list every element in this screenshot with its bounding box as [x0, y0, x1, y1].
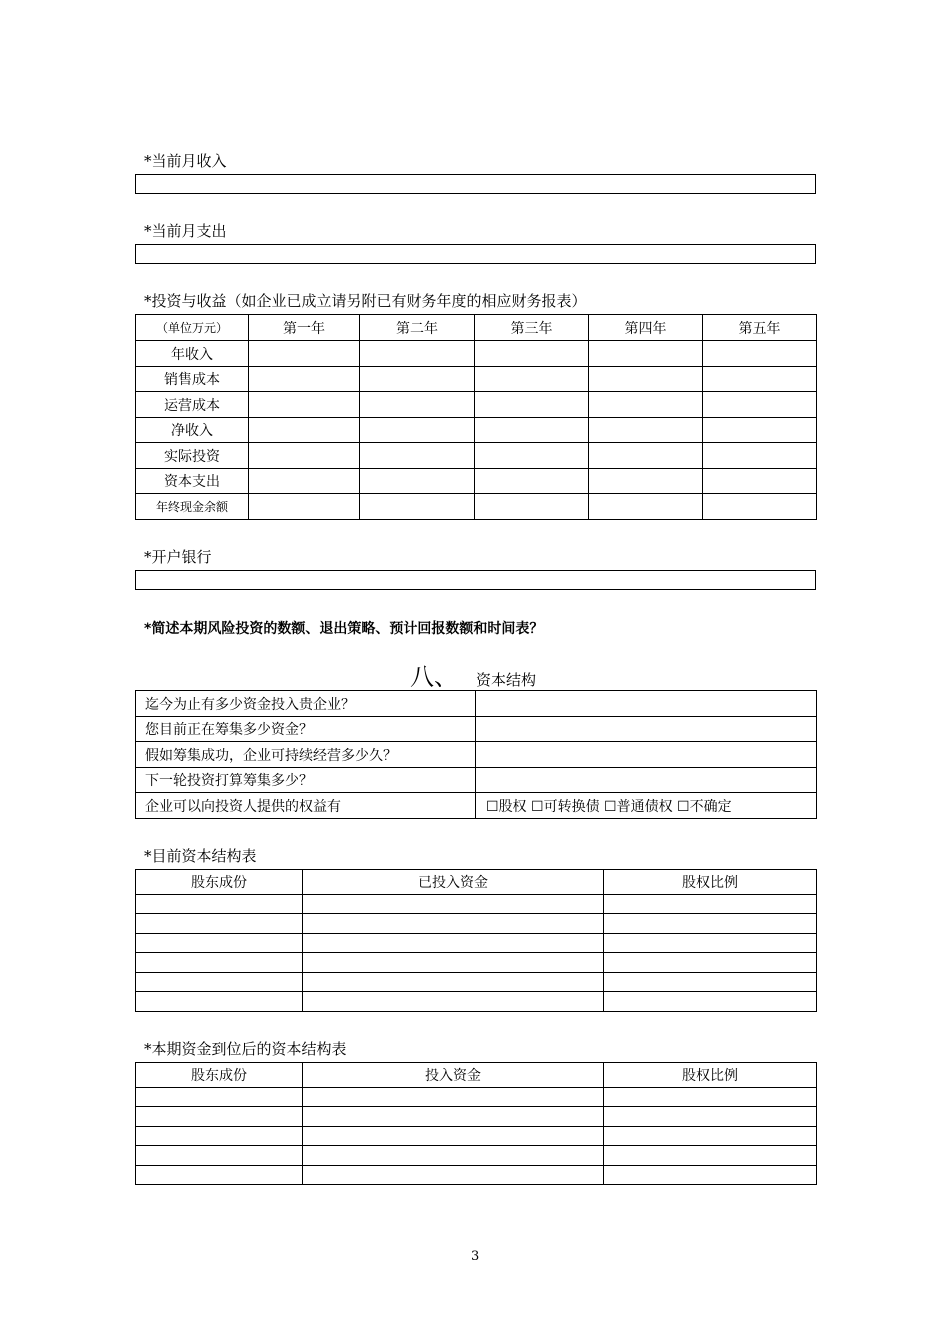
- question-cell: 假如筹集成功，企业可持续经营多少久？: [136, 742, 476, 768]
- risk-question: *简述本期风险投资的数额、退出策略、预计回报数额和时间表？: [144, 621, 544, 637]
- monthly-income-label: *当前月收入: [144, 152, 227, 170]
- row-label: 实际投资: [136, 443, 249, 469]
- table-cell[interactable]: [249, 469, 360, 494]
- question-cell: 企业可以向投资人提供的权益有: [136, 793, 476, 819]
- answer-cell[interactable]: [476, 768, 817, 793]
- column-header: 股东成份: [136, 870, 303, 895]
- equity-option-checkbox[interactable]: ☐可转换债: [531, 798, 600, 815]
- equity-option-checkbox[interactable]: ☐不确定: [677, 798, 732, 815]
- table-cell[interactable]: [589, 341, 703, 367]
- monthly-income-field[interactable]: [135, 174, 816, 194]
- future-cap-table: [135, 1062, 817, 1185]
- current-cap-label: *目前资本结构表: [144, 847, 257, 865]
- equity-option-checkbox[interactable]: ☐普通债权: [604, 798, 673, 815]
- section-number: 八、: [410, 663, 458, 691]
- column-header: 已投入资金: [303, 870, 604, 895]
- table-cell[interactable]: [475, 418, 589, 443]
- table-cell[interactable]: [703, 469, 817, 494]
- column-header: 投入资金: [303, 1063, 604, 1088]
- section-title: 资本结构: [476, 671, 537, 689]
- column-header: 股东成份: [136, 1063, 303, 1088]
- table-row: [136, 494, 817, 520]
- table-cell[interactable]: [604, 1127, 817, 1146]
- table-row: [136, 1146, 817, 1166]
- table-cell[interactable]: [703, 392, 817, 418]
- table-cell[interactable]: [475, 469, 589, 494]
- table-cell[interactable]: [589, 367, 703, 392]
- table-row: [136, 768, 817, 793]
- table-cell[interactable]: [703, 341, 817, 367]
- table-cell[interactable]: [360, 341, 475, 367]
- table-cell[interactable]: [303, 953, 604, 973]
- table-cell[interactable]: [136, 895, 303, 914]
- table-cell[interactable]: [604, 953, 817, 973]
- column-header: 股权比例: [604, 870, 817, 895]
- answer-cell[interactable]: [476, 742, 817, 768]
- investment-header-row: [136, 315, 817, 341]
- table-cell[interactable]: [249, 418, 360, 443]
- table-row: [136, 793, 817, 819]
- table-cell[interactable]: [136, 914, 303, 934]
- table-row: [136, 953, 817, 973]
- row-label: 年收入: [136, 341, 249, 367]
- answer-cell[interactable]: [476, 717, 817, 742]
- table-cell[interactable]: [136, 1088, 303, 1107]
- table-cell[interactable]: [475, 392, 589, 418]
- table-cell[interactable]: [604, 1146, 817, 1166]
- table-row: [136, 418, 817, 443]
- table-cell[interactable]: [604, 934, 817, 953]
- year-header: 第三年: [475, 315, 589, 341]
- equity-option-label: 股权: [498, 798, 527, 815]
- table-cell[interactable]: [303, 1107, 604, 1127]
- question-cell: 迄今为止有多少资金投入贵企业？: [136, 691, 476, 717]
- table-cell[interactable]: [303, 1127, 604, 1146]
- table-cell[interactable]: [589, 418, 703, 443]
- table-cell[interactable]: [136, 1127, 303, 1146]
- table-cell[interactable]: [303, 973, 604, 992]
- table-cell[interactable]: [360, 392, 475, 418]
- table-cell[interactable]: [703, 367, 817, 392]
- table-row: [136, 895, 817, 914]
- table-row: [136, 367, 817, 392]
- table-cell[interactable]: [360, 469, 475, 494]
- table-cell[interactable]: [475, 367, 589, 392]
- equity-option-checkbox[interactable]: ☐股权: [486, 798, 527, 815]
- table-cell[interactable]: [475, 341, 589, 367]
- table-cell[interactable]: [303, 1088, 604, 1107]
- investment-table: [135, 314, 817, 520]
- table-cell[interactable]: [604, 1166, 817, 1185]
- table-cell[interactable]: [703, 443, 817, 469]
- table-cell[interactable]: [249, 367, 360, 392]
- table-row: [136, 469, 817, 494]
- question-cell: 您目前正在筹集多少资金？: [136, 717, 476, 742]
- table-header-row: [136, 1063, 817, 1088]
- table-cell[interactable]: [475, 494, 589, 520]
- answer-cell[interactable]: [476, 691, 817, 717]
- table-cell[interactable]: [136, 1166, 303, 1185]
- unit-header: （单位万元）: [136, 315, 249, 341]
- table-cell[interactable]: [360, 418, 475, 443]
- table-row: [136, 1166, 817, 1185]
- table-cell[interactable]: [604, 914, 817, 934]
- table-cell[interactable]: [360, 367, 475, 392]
- table-cell[interactable]: [604, 895, 817, 914]
- monthly-expense-field[interactable]: [135, 244, 816, 264]
- table-row: [136, 914, 817, 934]
- table-cell[interactable]: [303, 934, 604, 953]
- table-row: [136, 717, 817, 742]
- current-cap-table: [135, 869, 817, 1012]
- table-cell[interactable]: [604, 1088, 817, 1107]
- table-cell[interactable]: [360, 494, 475, 520]
- year-header: 第五年: [703, 315, 817, 341]
- table-header-row: [136, 870, 817, 895]
- table-cell[interactable]: [589, 392, 703, 418]
- table-row: [136, 1107, 817, 1127]
- table-row: [136, 934, 817, 953]
- table-row: [136, 992, 817, 1012]
- monthly-expense-label: *当前月支出: [144, 222, 227, 240]
- table-cell[interactable]: [604, 1107, 817, 1127]
- bank-label: *开户银行: [144, 548, 212, 566]
- table-row: [136, 443, 817, 469]
- bank-field[interactable]: [135, 570, 816, 590]
- table-cell[interactable]: [303, 895, 604, 914]
- table-cell[interactable]: [136, 953, 303, 973]
- table-row: [136, 691, 817, 717]
- year-header: 第四年: [589, 315, 703, 341]
- table-row: [136, 1088, 817, 1107]
- column-header: 股权比例: [604, 1063, 817, 1088]
- table-cell[interactable]: [136, 934, 303, 953]
- row-label: 销售成本: [136, 367, 249, 392]
- table-cell[interactable]: [604, 992, 817, 1012]
- table-cell[interactable]: [136, 1107, 303, 1127]
- table-cell[interactable]: [249, 392, 360, 418]
- question-cell: 下一轮投资打算筹集多少？: [136, 768, 476, 793]
- table-cell[interactable]: [703, 494, 817, 520]
- row-label: 净收入: [136, 418, 249, 443]
- table-cell[interactable]: [475, 443, 589, 469]
- table-cell[interactable]: [249, 443, 360, 469]
- table-cell[interactable]: [136, 1146, 303, 1166]
- table-row: [136, 973, 817, 992]
- row-label: 运营成本: [136, 392, 249, 418]
- page-number: 3: [471, 1249, 480, 1264]
- investment-label: *投资与收益（如企业已成立请另附已有财务年度的相应财务报表）: [144, 292, 587, 310]
- table-row: [136, 742, 817, 768]
- equity-option-label: 不确定: [689, 798, 732, 815]
- table-row: [136, 341, 817, 367]
- row-label: 年终现金余额: [136, 494, 249, 520]
- table-cell[interactable]: [703, 418, 817, 443]
- table-row: [136, 392, 817, 418]
- table-cell[interactable]: [303, 1146, 604, 1166]
- table-cell[interactable]: [136, 992, 303, 1012]
- table-cell[interactable]: [589, 469, 703, 494]
- year-header: 第二年: [360, 315, 475, 341]
- table-row: [136, 1127, 817, 1146]
- capital-structure-table: [135, 690, 817, 819]
- table-cell[interactable]: [249, 341, 360, 367]
- table-cell[interactable]: [249, 494, 360, 520]
- table-cell[interactable]: [303, 992, 604, 1012]
- table-cell[interactable]: [136, 973, 303, 992]
- row-label: 资本支出: [136, 469, 249, 494]
- table-cell[interactable]: [303, 914, 604, 934]
- table-cell[interactable]: [360, 443, 475, 469]
- equity-option-label: 普通债权: [616, 798, 673, 815]
- table-cell[interactable]: [303, 1166, 604, 1185]
- table-cell[interactable]: [589, 443, 703, 469]
- table-cell[interactable]: [604, 973, 817, 992]
- table-cell[interactable]: [589, 494, 703, 520]
- future-cap-label: *本期资金到位后的资本结构表: [144, 1040, 347, 1058]
- equity-option-label: 可转换债: [543, 798, 600, 815]
- equity-options: [476, 793, 817, 819]
- year-header: 第一年: [249, 315, 360, 341]
